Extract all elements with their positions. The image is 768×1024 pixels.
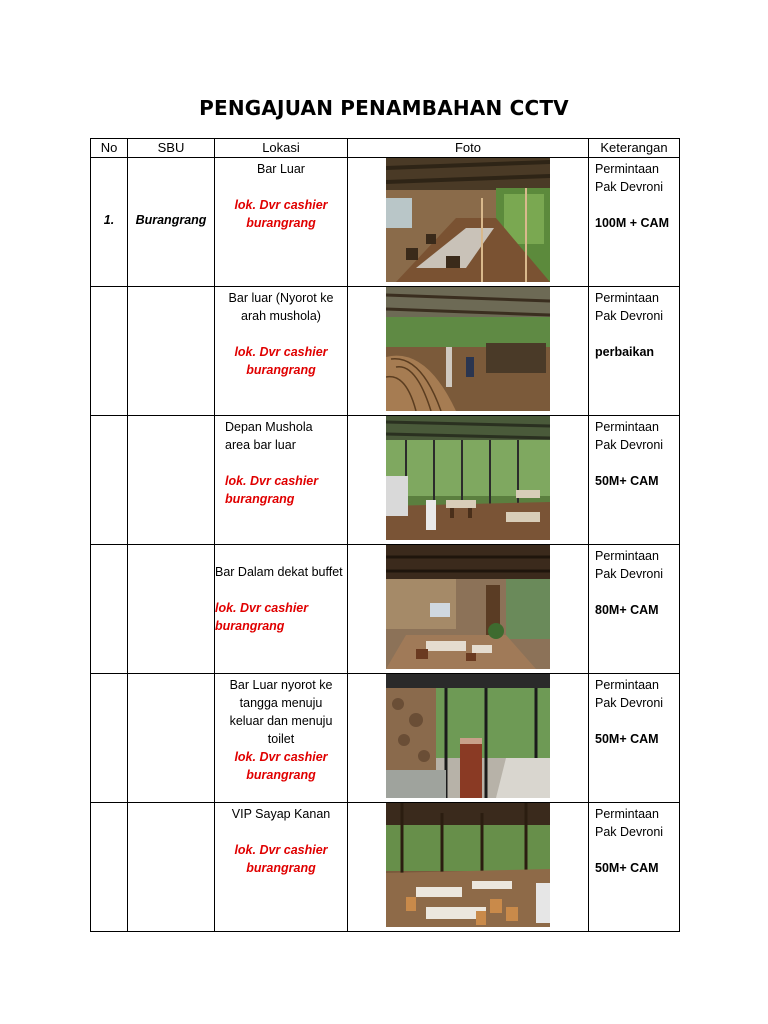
cell-no [91, 287, 128, 416]
request-note: Permintaan Pak Devroni [595, 549, 664, 581]
location-photo [386, 674, 550, 798]
request-note: Permintaan Pak Devroni [595, 162, 664, 194]
location-photo [386, 158, 550, 282]
table-row [91, 416, 680, 545]
cell-lokasi [215, 287, 348, 416]
dvr-location: lok. Dvr cashier burangrang [234, 843, 328, 875]
table-row [91, 287, 680, 416]
dvr-location: lok. Dvr cashier burangrang [234, 750, 328, 782]
cell-sbu [128, 803, 215, 932]
cell-foto [348, 803, 589, 932]
cell-sbu [128, 287, 215, 416]
cell-keterangan [589, 416, 680, 545]
location-label: Bar Luar [257, 162, 305, 176]
request-note: Permintaan Pak Devroni [595, 291, 664, 323]
cell-sbu [128, 674, 215, 803]
location-label: Bar luar (Nyorot ke arah mushola) [228, 291, 334, 323]
header-keterangan: Keterangan [589, 139, 680, 158]
dvr-location: lok. Dvr cashier burangrang [234, 198, 328, 230]
cost-note: 50M+ CAM [595, 861, 659, 875]
location-label: Bar Dalam dekat buffet [215, 565, 343, 579]
cell-foto [348, 287, 589, 416]
location-photo [386, 545, 550, 669]
cell-sbu [128, 545, 215, 674]
request-note: Permintaan Pak Devroni [595, 420, 664, 452]
cost-note: 80M+ CAM [595, 603, 659, 617]
cell-lokasi [215, 674, 348, 803]
cell-foto [348, 674, 589, 803]
table-row [91, 545, 680, 674]
cell-keterangan [589, 545, 680, 674]
location-label: Depan Mushola area bar luar [225, 420, 313, 452]
cell-no [91, 416, 128, 545]
cell-keterangan [589, 803, 680, 932]
location-photo [386, 416, 550, 540]
page-title: PENGAJUAN PENAMBAHAN CCTV [199, 96, 569, 120]
cell-no [91, 545, 128, 674]
request-note: Permintaan Pak Devroni [595, 678, 664, 710]
header-no: No [91, 139, 128, 158]
cost-note: 50M+ CAM [595, 474, 659, 488]
cell-no [91, 803, 128, 932]
request-note: Permintaan Pak Devroni [595, 807, 664, 839]
cctv-table [90, 138, 680, 932]
location-label: Bar Luar nyorot ke tangga menuju keluar dan menuju toilet [229, 678, 333, 746]
table-header-row [91, 139, 680, 158]
table-row [91, 674, 680, 803]
cell-lokasi [215, 416, 348, 545]
cost-note: perbaikan [595, 345, 655, 359]
dvr-location: lok. Dvr cashier burangrang [225, 474, 319, 506]
cost-note: 100M + CAM [595, 216, 669, 230]
table-row [91, 158, 680, 287]
cell-keterangan [589, 158, 680, 287]
cell-lokasi [215, 803, 348, 932]
row-number: 1. [103, 213, 115, 227]
dvr-location: lok. Dvr cashier burangrang [234, 345, 328, 377]
location-label: VIP Sayap Kanan [231, 807, 331, 821]
header-foto: Foto [348, 139, 589, 158]
cost-note: 50M+ CAM [595, 732, 659, 746]
cell-keterangan [589, 287, 680, 416]
cell-sbu [128, 416, 215, 545]
cell-foto [348, 158, 589, 287]
cell-sbu [128, 158, 215, 287]
cell-no [91, 158, 128, 287]
location-photo [386, 287, 550, 411]
cell-no [91, 674, 128, 803]
sbu-name: Burangrang [135, 213, 207, 227]
table-row [91, 803, 680, 932]
dvr-location: lok. Dvr cashier burangrang [215, 601, 309, 633]
cell-foto [348, 545, 589, 674]
cell-lokasi [215, 545, 348, 674]
cell-lokasi [215, 158, 348, 287]
cell-foto [348, 416, 589, 545]
header-sbu: SBU [128, 139, 215, 158]
header-lokasi: Lokasi [215, 139, 348, 158]
location-photo [386, 803, 550, 927]
cell-keterangan [589, 674, 680, 803]
